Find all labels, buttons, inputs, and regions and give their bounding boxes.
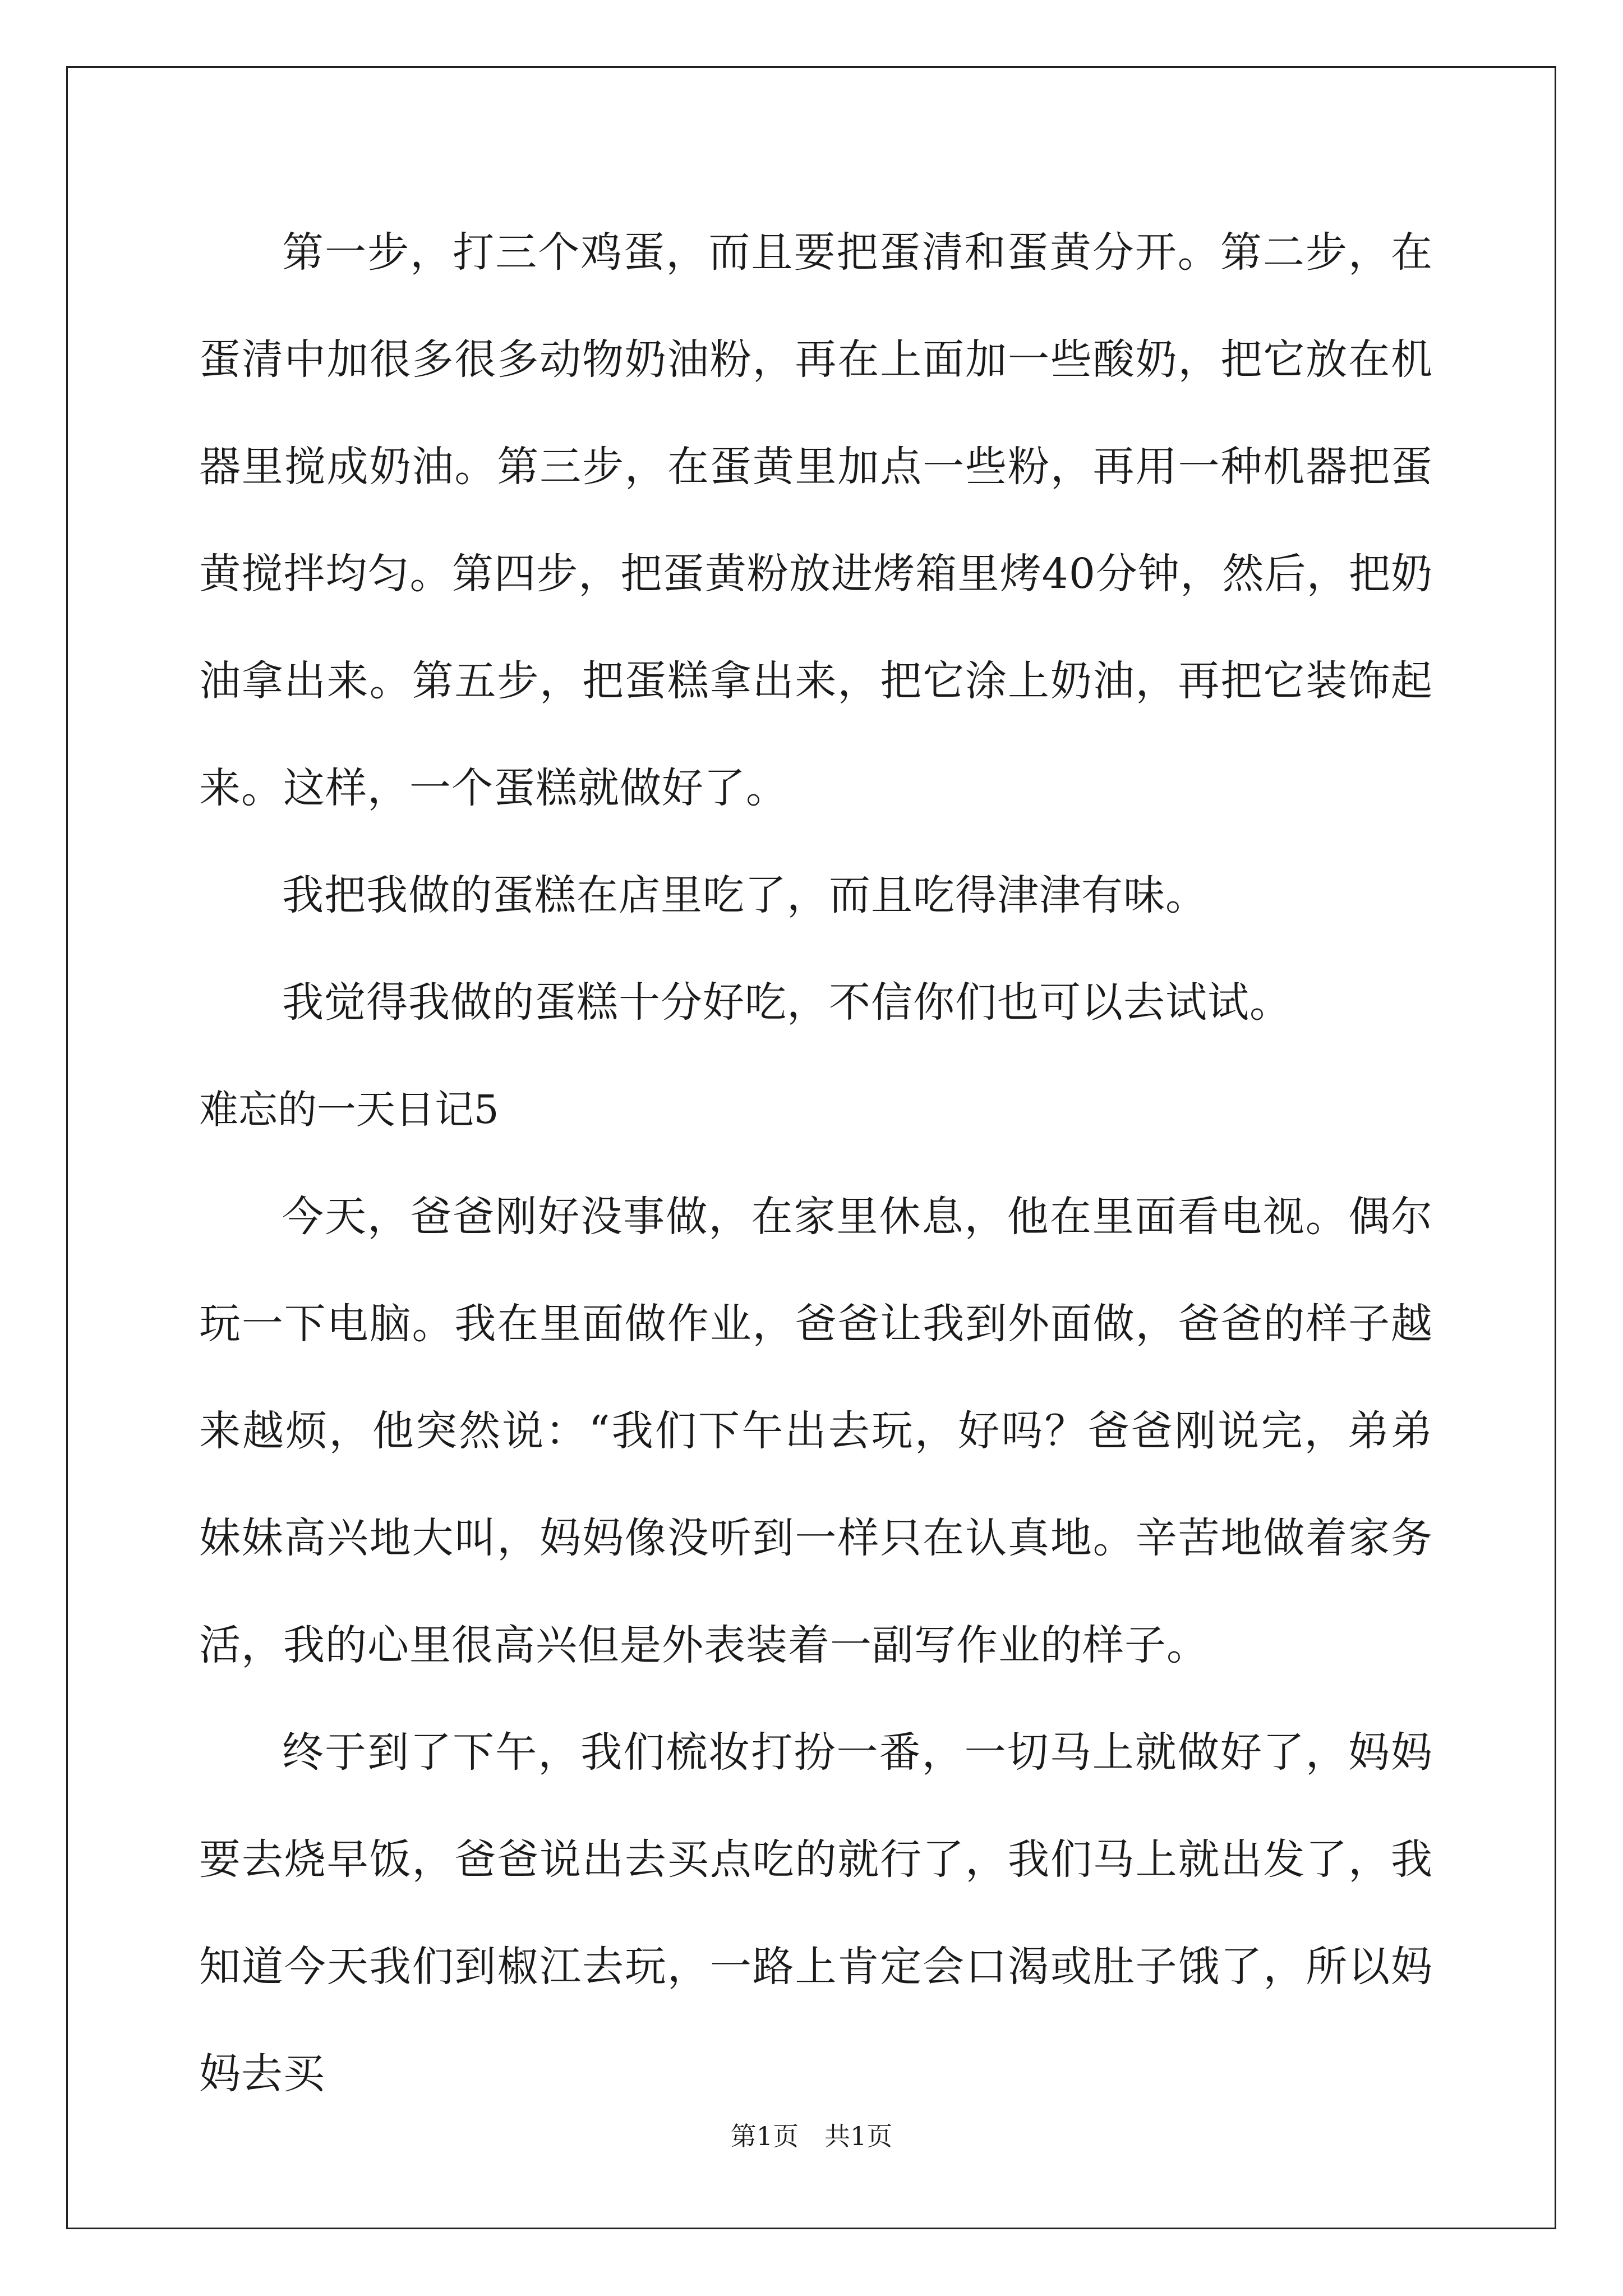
paragraph-cake-tasty: 我觉得我做的蛋糕十分好吃，不信你们也可以去试试。 xyxy=(282,978,1292,1027)
paragraph-cake-steps: 第一步，打三个鸡蛋，而且要把蛋清和蛋黄分开。第二步，在蛋清中加很多很多动物奶油粉，再在上面加一些酸奶，把它放在机器里搅成奶油。第三步，在蛋黄里加点一些粉，再用一种机器把蛋黄搅拌均匀。第四步，把蛋黄粉放进烤箱里烤40分钟，然后，把奶油拿出来。第五步，把蛋糕拿出来，把它涂上奶油，再把它装饰起来。这样，一个蛋糕就做好了。 xyxy=(199,228,1433,812)
paragraph-afternoon: 终于到了下午，我们梳妆打扮一番，一切马上就做好了，妈妈要去烧早饭，爸爸说出去买点吃的就行了，我们马上就出发了，我知道今天我们到椒江去玩，一路上肯定会口渴或肚子饿了，所以妈妈去买 xyxy=(199,1728,1433,2098)
paragraph-dad-home: 今天，爸爸刚好没事做，在家里休息，他在里面看电视。偶尔玩一下电脑。我在里面做作业，爸爸让我到外面做，爸爸的样子越来越烦，他突然说：“我们下午出去玩，好吗？爸爸刚说完，弟弟妹妹高兴地大叫，妈妈像没听到一样只在认真地。辛苦地做着家务活，我的心里很高兴但是外表装着一副写作业的样子。 xyxy=(199,1193,1433,1669)
section-title: 难忘的一天日记5 xyxy=(199,1087,499,1133)
document-body xyxy=(199,199,1433,2128)
page-footer: 第1页 共1页 xyxy=(730,2121,893,2151)
paragraph-ate-cake: 我把我做的蛋糕在店里吃了，而且吃得津津有味。 xyxy=(282,871,1207,919)
